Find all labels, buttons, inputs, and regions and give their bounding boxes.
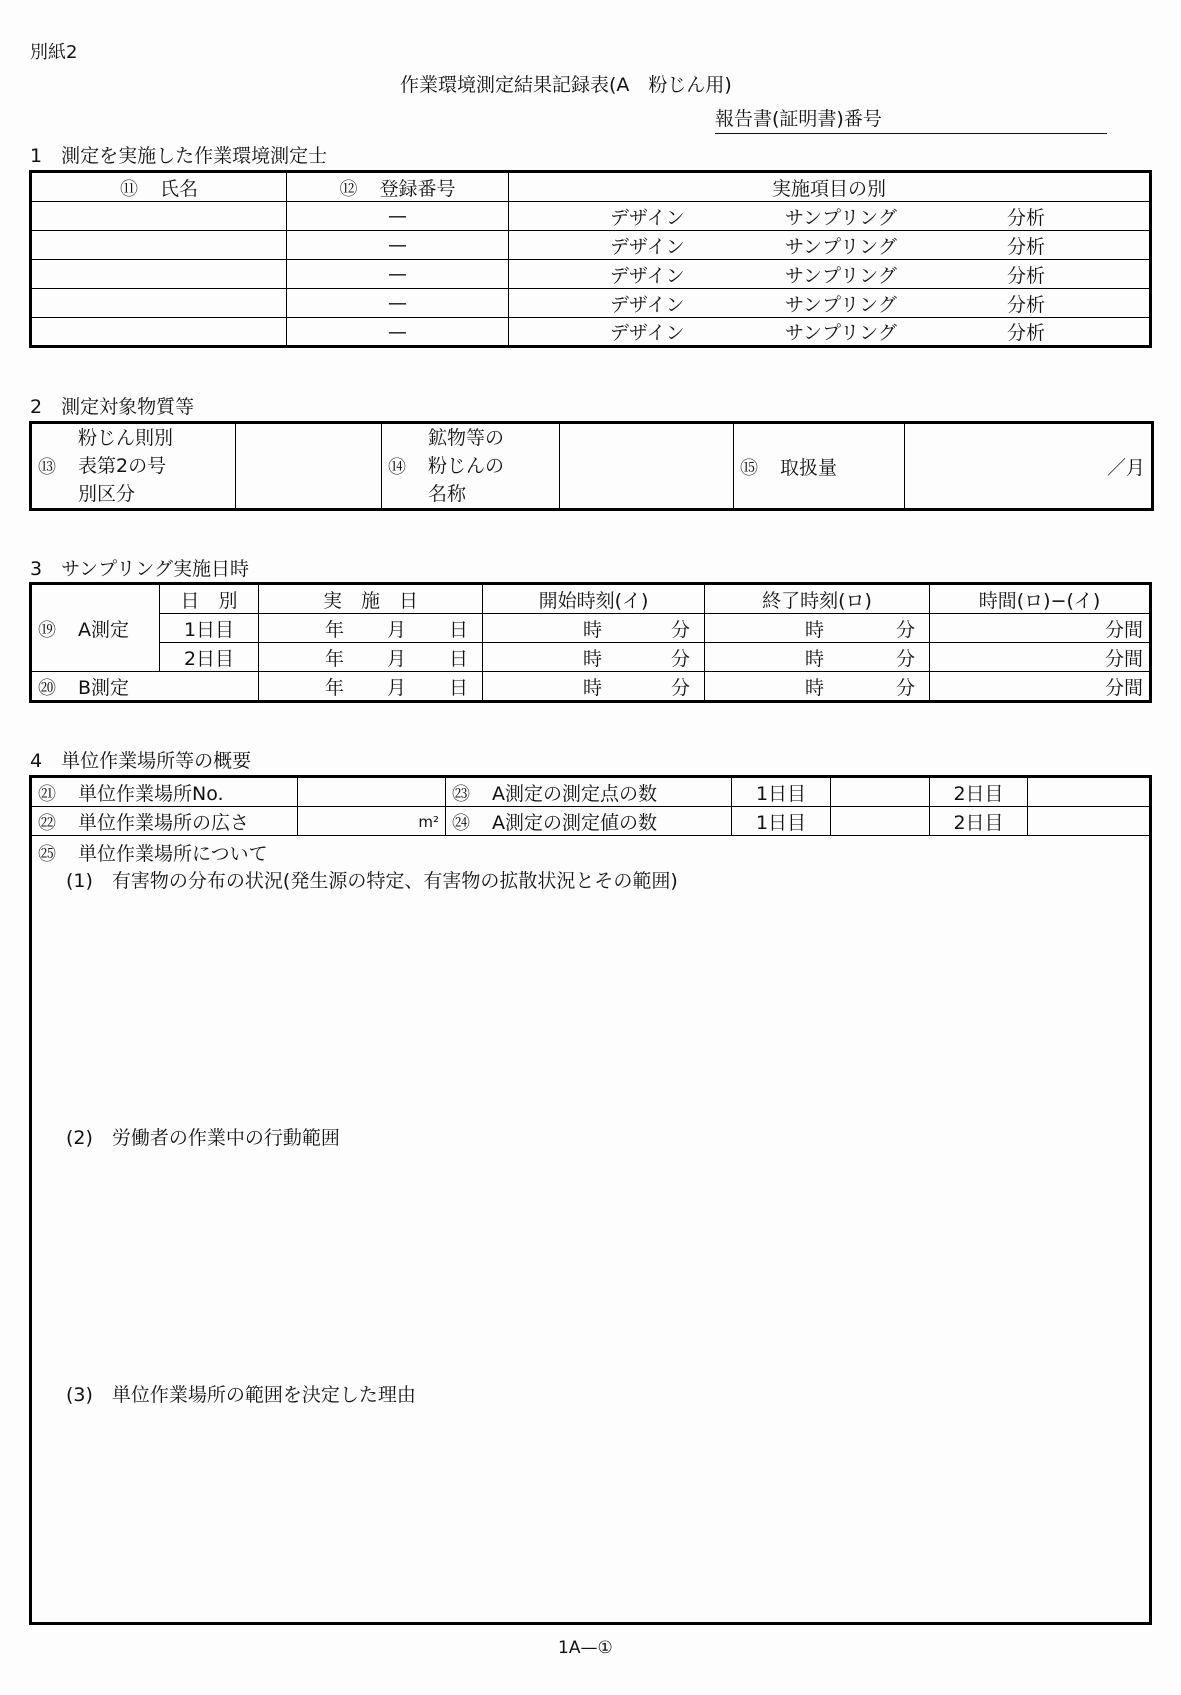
item-sampling[interactable]: サンプリング (785, 293, 897, 316)
item-design[interactable]: デザイン (610, 293, 685, 316)
field24-day2-label: 2日目 (930, 807, 1028, 836)
field13-label: ⑬ 粉じん則別 表第2の号 別区分 (31, 423, 236, 510)
attachment-label: 別紙2 (30, 42, 78, 63)
table-row (31, 231, 1151, 260)
start-header: 開始時刻(イ) (483, 584, 705, 614)
items-cell (509, 202, 1151, 231)
field24-day2-value[interactable] (1028, 807, 1151, 836)
item-sampling[interactable]: サンプリング (785, 206, 897, 229)
item-analysis[interactable]: 分析 (1007, 293, 1046, 316)
field23-day1-label: 1日目 (732, 777, 831, 807)
registration-cell[interactable]: — (287, 260, 509, 289)
item-design[interactable]: デザイン (610, 206, 685, 229)
date-field[interactable]: 年 月 日 (259, 643, 483, 672)
start-time-field[interactable]: 時 分 (483, 614, 705, 643)
field24-label: ㉔ A測定の測定値の数 (446, 807, 732, 836)
field24-day1-label: 1日目 (732, 807, 831, 836)
item-design[interactable]: デザイン (610, 322, 685, 344)
target-substance-table (29, 421, 1154, 511)
field25-item-2: (2) 労働者の作業中の行動範囲 (66, 1127, 340, 1149)
date-field[interactable]: 年 月 日 (259, 614, 483, 643)
name-cell[interactable] (31, 289, 287, 318)
sampling-datetime-table (29, 582, 1152, 703)
item-analysis[interactable]: 分析 (1007, 264, 1046, 287)
duration-field[interactable]: 分間 (930, 614, 1151, 643)
table-row (31, 289, 1151, 318)
report-number-field[interactable] (715, 104, 1107, 134)
section1-heading: 1 測定を実施した作業環境測定士 (30, 145, 328, 167)
duration-field[interactable]: 分間 (930, 643, 1151, 672)
end-header: 終了時刻(ロ) (705, 584, 930, 614)
name-cell[interactable] (31, 318, 287, 347)
registration-header: ⑫ 登録番号 (287, 172, 509, 202)
name-cell[interactable] (31, 202, 287, 231)
table-row (31, 260, 1151, 289)
end-time-field[interactable]: 時 分 (705, 672, 930, 702)
field25-item-3: (3) 単位作業場所の範囲を決定した理由 (66, 1384, 416, 1406)
unit-workplace-table (29, 775, 1152, 836)
area-unit: m² (418, 813, 439, 831)
day-label: 2日目 (160, 643, 259, 672)
section3-heading: 3 サンプリング実施日時 (30, 558, 249, 580)
date-header: 実 施 日 (259, 584, 483, 614)
item-design[interactable]: デザイン (610, 264, 685, 287)
item-sampling[interactable]: サンプリング (785, 264, 897, 287)
registration-cell[interactable]: — (287, 231, 509, 260)
table-row (31, 318, 1151, 347)
item-sampling[interactable]: サンプリング (785, 322, 897, 344)
registration-cell[interactable]: — (287, 202, 509, 231)
items-header: 実施項目の別 (509, 172, 1151, 202)
end-time-field[interactable]: 時 分 (705, 643, 930, 672)
items-cell (509, 260, 1151, 289)
field22-label: ㉒ 単位作業場所の広さ (31, 807, 298, 836)
name-cell[interactable] (31, 231, 287, 260)
field13-value[interactable] (236, 423, 382, 510)
items-cell (509, 289, 1151, 318)
page-number: 1A—① (558, 1638, 613, 1658)
item-sampling[interactable]: サンプリング (785, 235, 897, 258)
items-cell (509, 231, 1151, 260)
item-analysis[interactable]: 分析 (1007, 322, 1046, 344)
start-time-field[interactable]: 時 分 (483, 672, 705, 702)
table-row (31, 614, 1151, 643)
name-header: ⑪ 氏名 (31, 172, 287, 202)
registration-cell[interactable]: — (287, 318, 509, 347)
table-row (31, 202, 1151, 231)
field15-unit: ／月 (1106, 456, 1145, 479)
surveyor-table (29, 170, 1152, 348)
field15-label: ⑮ 取扱量 (734, 423, 905, 510)
field24-day1-value[interactable] (831, 807, 930, 836)
day-label: 1日目 (160, 614, 259, 643)
report-number-label: 報告書(証明書)番号 (715, 108, 882, 130)
field14-label: ⑭ 鉱物等の 粉じんの 名称 (382, 423, 560, 510)
field23-day1-value[interactable] (831, 777, 930, 807)
section2-heading: 2 測定対象物質等 (30, 396, 195, 418)
name-cell[interactable] (31, 260, 287, 289)
b-measure-label: ⑳ B測定 (31, 672, 259, 702)
duration-field[interactable]: 分間 (930, 672, 1151, 702)
end-time-field[interactable]: 時 分 (705, 614, 930, 643)
field22-value[interactable] (298, 807, 446, 836)
field23-day2-value[interactable] (1028, 777, 1151, 807)
table-row (31, 643, 1151, 672)
field23-day2-label: 2日目 (930, 777, 1028, 807)
field14-value[interactable] (560, 423, 734, 510)
document-title: 作業環境測定結果記録表(A 粉じん用) (400, 74, 732, 96)
start-time-field[interactable]: 時 分 (483, 643, 705, 672)
date-field[interactable]: 年 月 日 (259, 672, 483, 702)
a-measure-label: ⑲ A測定 (31, 584, 160, 672)
item-analysis[interactable]: 分析 (1007, 206, 1046, 229)
field25-label: ㉕ 単位作業場所について (38, 843, 268, 865)
registration-cell[interactable]: — (287, 289, 509, 318)
field25-item-1: (1) 有害物の分布の状況(発生源の特定、有害物の拡散状況とその範囲) (66, 870, 678, 892)
day-header: 日 別 (160, 584, 259, 614)
duration-header: 時間(ロ)−(イ) (930, 584, 1151, 614)
field15-value[interactable] (905, 423, 1153, 510)
field25-box[interactable] (29, 835, 1152, 1625)
table-row (31, 672, 1151, 702)
items-cell (509, 318, 1151, 347)
item-design[interactable]: デザイン (610, 235, 685, 258)
field21-label: ㉑ 単位作業場所No. (31, 777, 298, 807)
field23-label: ㉓ A測定の測定点の数 (446, 777, 732, 807)
section4-heading: 4 単位作業場所等の概要 (30, 750, 252, 772)
field21-value[interactable] (298, 777, 446, 807)
item-analysis[interactable]: 分析 (1007, 235, 1046, 258)
